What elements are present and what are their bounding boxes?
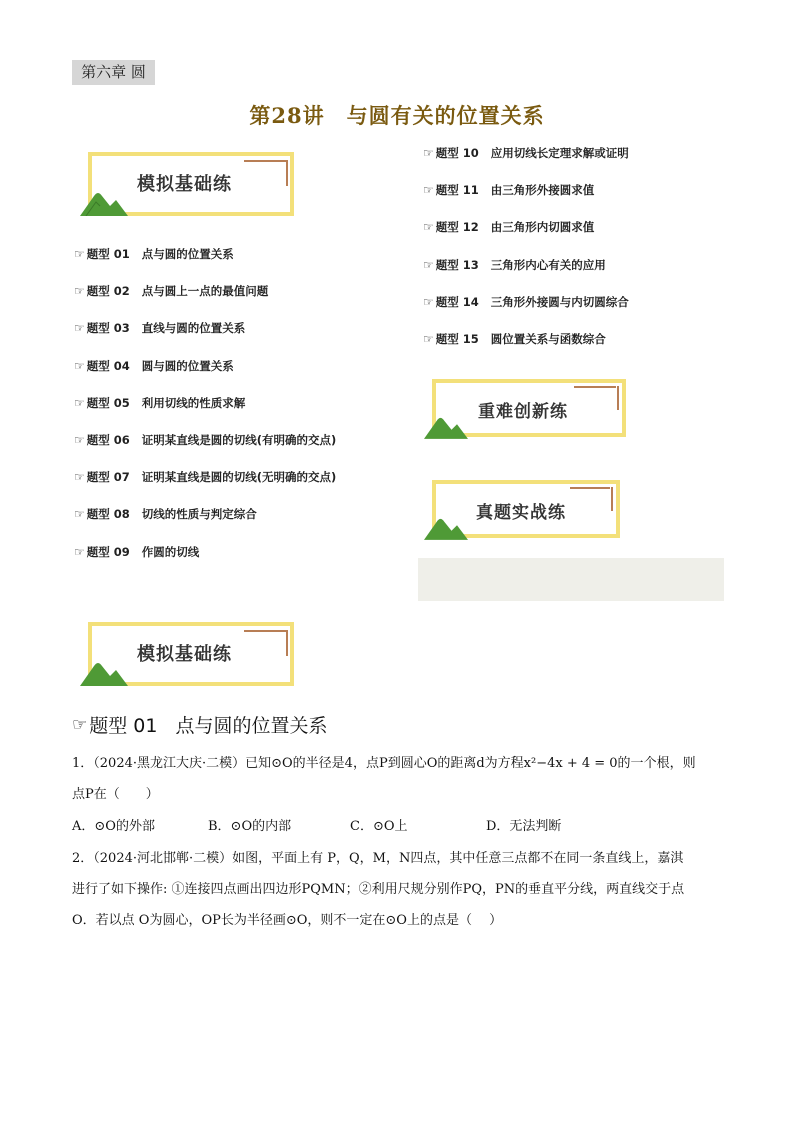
question-2-line-3: O．若以点 O为圆心，OP长为半径画⊙O，则不一定在⊙O上的点是（ ） xyxy=(72,913,503,928)
toc-item[interactable] xyxy=(423,182,594,198)
toc-item[interactable] xyxy=(74,395,245,411)
toc-item-number: 题型 09 xyxy=(86,544,130,559)
mountain-icon xyxy=(424,415,468,439)
toc-item[interactable] xyxy=(74,358,234,374)
section-heading xyxy=(72,711,327,738)
question-1-line-2: 点P在（ ） xyxy=(72,787,159,802)
mountain-icon xyxy=(80,190,128,216)
option-c: C．⊙O上 xyxy=(350,819,408,834)
toc-item-label: 作圆的切线 xyxy=(141,544,200,559)
pointing-hand-icon: ☞ xyxy=(74,284,85,299)
toc-item[interactable] xyxy=(74,544,199,560)
toc-item[interactable] xyxy=(74,246,234,262)
pointing-hand-icon: ☞ xyxy=(74,395,85,410)
pointing-hand-icon: ☞ xyxy=(74,470,85,485)
toc-item-number: 题型 13 xyxy=(435,257,479,272)
toc-item-label: 由三角形内切圆求值 xyxy=(490,220,595,235)
toc-item-label: 利用切线的性质求解 xyxy=(141,395,246,410)
question-2-line-2: 进行了如下操作: ①连接四点画出四边形PQMN；②利用尺规分别作PQ，PN的垂直平分线，两直线交于点 xyxy=(72,882,685,897)
toc-item-label: 三角形外接圆与内切圆综合 xyxy=(490,294,629,309)
mountain-icon xyxy=(80,660,128,686)
section-number: 题型 01 xyxy=(89,715,158,737)
toc-item[interactable] xyxy=(74,469,336,485)
toc-item-number: 题型 10 xyxy=(435,146,479,160)
toc-item-label: 切线的性质与判定综合 xyxy=(141,507,257,522)
banner-moni-2-label: 模拟基础练 xyxy=(137,644,232,665)
toc-item-number: 题型 15 xyxy=(435,332,479,346)
toc-item-label: 三角形内心有关的应用 xyxy=(490,257,606,272)
toc-item-label: 证明某直线是圆的切线(有明确的交点) xyxy=(141,433,337,447)
toc-item[interactable] xyxy=(423,294,629,310)
question-1-line-1: 1．（2024·黑龙江大庆·二模）已知⊙O的半径是4，点P到圆心O的距离d为方程x²−4x + 4 = 0的一个根，则 xyxy=(72,756,696,771)
answer-placeholder-box xyxy=(418,558,724,601)
toc-item-number: 题型 12 xyxy=(435,220,479,235)
pointing-hand-icon: ☞ xyxy=(423,146,434,160)
toc-item[interactable] xyxy=(423,257,606,273)
banner-moni xyxy=(80,150,300,218)
page-title: 第28讲 与圆有关的位置关系 xyxy=(249,103,545,128)
pointing-hand-icon: ☞ xyxy=(423,294,434,309)
option-a: A．⊙O的外部 xyxy=(72,819,155,834)
toc-item-number: 题型 08 xyxy=(86,507,130,522)
banner-moni-2 xyxy=(80,620,300,688)
question-1 xyxy=(72,748,724,810)
banner-zhenti xyxy=(424,478,624,542)
option-d: D．无法判断 xyxy=(486,819,562,834)
toc-item-label: 证明某直线是圆的切线(无明确的交点) xyxy=(141,470,337,485)
toc-item-number: 题型 03 xyxy=(86,321,130,336)
toc-item[interactable] xyxy=(423,219,594,235)
toc-item-number: 题型 06 xyxy=(86,433,130,447)
question-2-line-1: 2．（2024·河北邯郸·二模）如图，平面上有 P，Q，M，N四点，其中任意三点都不在同一条直线上，嘉淇 xyxy=(72,851,684,866)
toc-item-number: 题型 11 xyxy=(435,183,479,198)
toc-item[interactable] xyxy=(423,331,606,347)
pointing-hand-icon: ☞ xyxy=(74,321,85,336)
pointing-hand-icon: ☞ xyxy=(72,714,88,735)
toc-item[interactable] xyxy=(74,432,336,448)
section-title: 点与圆的位置关系 xyxy=(175,715,328,737)
chapter-tag: 第六章 圆 xyxy=(72,60,155,85)
pointing-hand-icon: ☞ xyxy=(423,220,434,235)
pointing-hand-icon: ☞ xyxy=(423,332,434,346)
option-b: B．⊙O的内部 xyxy=(208,819,292,834)
toc-item-label: 应用切线长定理求解或证明 xyxy=(490,146,629,160)
banner-zhongnan xyxy=(424,377,629,441)
banner-moni-label: 模拟基础练 xyxy=(137,174,232,195)
toc-item[interactable] xyxy=(74,506,257,522)
pointing-hand-icon: ☞ xyxy=(74,247,85,261)
toc-item-label: 圆与圆的位置关系 xyxy=(141,358,234,373)
toc-item-number: 题型 05 xyxy=(86,395,130,410)
pointing-hand-icon: ☞ xyxy=(74,433,85,447)
mountain-icon xyxy=(424,516,468,540)
toc-item[interactable] xyxy=(74,320,245,336)
toc-item-number: 题型 04 xyxy=(86,358,130,373)
toc-item-number: 题型 01 xyxy=(86,247,130,261)
toc-item-label: 点与圆上一点的最值问题 xyxy=(141,284,269,299)
pointing-hand-icon: ☞ xyxy=(423,183,434,198)
question-2 xyxy=(72,843,724,936)
toc-item-number: 题型 07 xyxy=(86,470,130,485)
banner-zhongnan-label: 重难创新练 xyxy=(478,402,568,422)
toc-item-label: 直线与圆的位置关系 xyxy=(141,321,246,336)
pointing-hand-icon: ☞ xyxy=(423,257,434,272)
toc-item[interactable] xyxy=(423,145,629,161)
pointing-hand-icon: ☞ xyxy=(74,544,85,559)
toc-item-label: 点与圆的位置关系 xyxy=(141,247,234,261)
pointing-hand-icon: ☞ xyxy=(74,358,85,373)
toc-item-number: 题型 14 xyxy=(435,294,479,309)
toc-item-label: 圆位置关系与函数综合 xyxy=(490,332,606,346)
toc-item-label: 由三角形外接圆求值 xyxy=(490,183,595,198)
toc-item-number: 题型 02 xyxy=(86,284,130,299)
toc-item[interactable] xyxy=(74,283,268,299)
banner-zhenti-label: 真题实战练 xyxy=(476,503,566,523)
pointing-hand-icon: ☞ xyxy=(74,507,85,522)
